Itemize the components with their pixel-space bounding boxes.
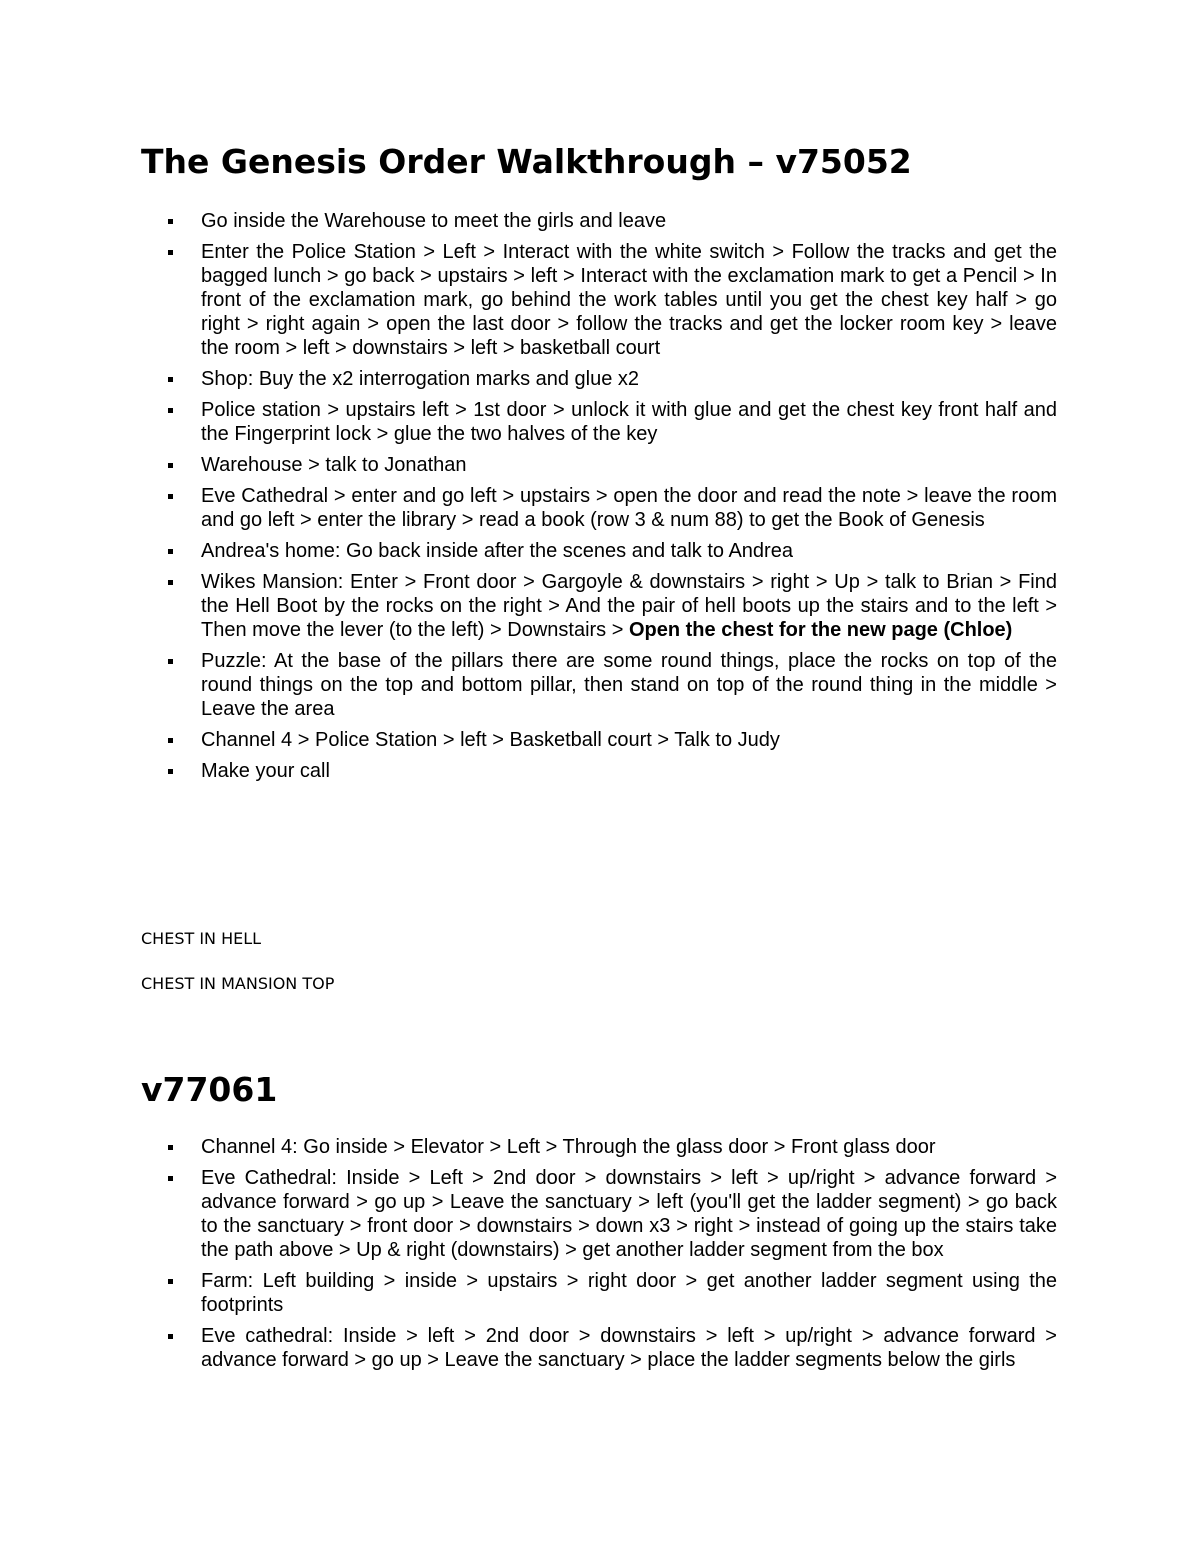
list-item-text: Go inside the Warehouse to meet the girls and leave — [201, 210, 667, 232]
list-item — [0, 539, 1057, 563]
bullet-icon — [168, 659, 173, 664]
bullet-icon — [168, 250, 173, 255]
list-item-text: Police station > upstairs left > 1st door > unlock it with glue and get the chest key front half and the Fingerprint lock > glue the two halves of the key — [201, 399, 1057, 445]
list-item — [0, 484, 1057, 532]
list-item — [0, 1135, 1057, 1159]
bullet-icon — [168, 463, 173, 468]
section-title-v77061: v77061 — [141, 1070, 278, 1109]
list-item-text: Wikes Mansion: Enter > Front door > Gargoyle & downstairs > right > Up > talk to Brian > Find the Hell Boot by the rocks on the right > And the pair of hell boots up the stairs and to the left > Then move the lever (to the left) > Downstairs > — [201, 571, 1057, 641]
list-item-text: Channel 4 > Police Station > left > Basketball court > Talk to Judy — [201, 729, 780, 751]
bullet-icon — [168, 580, 173, 585]
list-item-text: Make your call — [201, 760, 330, 782]
bullet-icon — [168, 549, 173, 554]
bullet-icon — [168, 408, 173, 413]
bullet-icon — [168, 1334, 173, 1339]
note-chest-in-hell: CHEST IN HELL — [141, 929, 262, 948]
list-item-text: Warehouse > talk to Jonathan — [201, 454, 467, 476]
list-item-bold-text: Open the chest for the new page (Chloe) — [628, 619, 1013, 641]
list-item — [0, 1166, 1057, 1262]
list-item-text: Puzzle: At the base of the pillars there are some round things, place the rocks on top of the round things on the top and bottom pillar, then stand on top of the round thing in the middle > Leave the area — [201, 650, 1057, 720]
list-item-text: Eve Cathedral > enter and go left > upstairs > open the door and read the note > leave the room and go left > enter the library > read a book (row 3 & num 88) to get the Book of Genesis — [201, 485, 1057, 531]
list-item-text: Eve cathedral: Inside > left > 2nd door > downstairs > left > up/right > advance forward > advance forward > go up > Leave the sanctuary > place the ladder segments below the girls — [201, 1325, 1057, 1371]
bullet-icon — [168, 1145, 173, 1150]
list-item — [0, 240, 1057, 360]
list-item — [0, 209, 1057, 233]
bullet-icon — [168, 494, 173, 499]
list-item-text: Shop: Buy the x2 interrogation marks and glue x2 — [201, 368, 640, 390]
bullet-icon — [168, 769, 173, 774]
list-item-text: Channel 4: Go inside > Elevator > Left > Through the glass door > Front glass door — [201, 1136, 936, 1158]
list-item-text: Enter the Police Station > Left > Interact with the white switch > Follow the tracks and get the bagged lunch > go back > upstairs > left > Interact with the exclamation mark to get a Pencil > In front of the exclamation mark, go behind the work tables until you get the chest key half > go right > right again > open the last door > follow the tracks and get the locker room key > leave the room > left > downstairs > left > basketball court — [201, 241, 1057, 359]
bullet-icon — [168, 1279, 173, 1284]
list-item-text: Eve Cathedral: Inside > Left > 2nd door > downstairs > left > up/right > advance forward > advance forward > go up > Leave the sanctuary > left (you'll get the ladder segment) > go back to the sanctuary > front door > downstairs > down x3 > right > instead of going up the stairs take the path above > Up & right (downstairs) > get another ladder segment from the box — [201, 1167, 1057, 1261]
list-item-text: Farm: Left building > inside > upstairs > right door > get another ladder segment using the footprints — [201, 1270, 1057, 1316]
list-item-text: Andrea's home: Go back inside after the scenes and talk to Andrea — [201, 540, 793, 562]
list-item — [0, 1269, 1057, 1317]
bullet-icon — [168, 738, 173, 743]
list-item — [0, 570, 1057, 642]
list-item — [0, 453, 1057, 477]
walkthrough-list-v77061 — [0, 1135, 1057, 1379]
page-title: The Genesis Order Walkthrough – v75052 — [141, 142, 912, 181]
list-item — [0, 398, 1057, 446]
list-item — [0, 367, 1057, 391]
bullet-icon — [168, 1176, 173, 1181]
list-item — [0, 649, 1057, 721]
list-item — [0, 759, 1057, 783]
list-item — [0, 728, 1057, 752]
bullet-icon — [168, 219, 173, 224]
note-chest-in-mansion-top: CHEST IN MANSION TOP — [141, 974, 335, 993]
list-item — [0, 1324, 1057, 1372]
walkthrough-list-v75052 — [0, 209, 1057, 790]
bullet-icon — [168, 377, 173, 382]
